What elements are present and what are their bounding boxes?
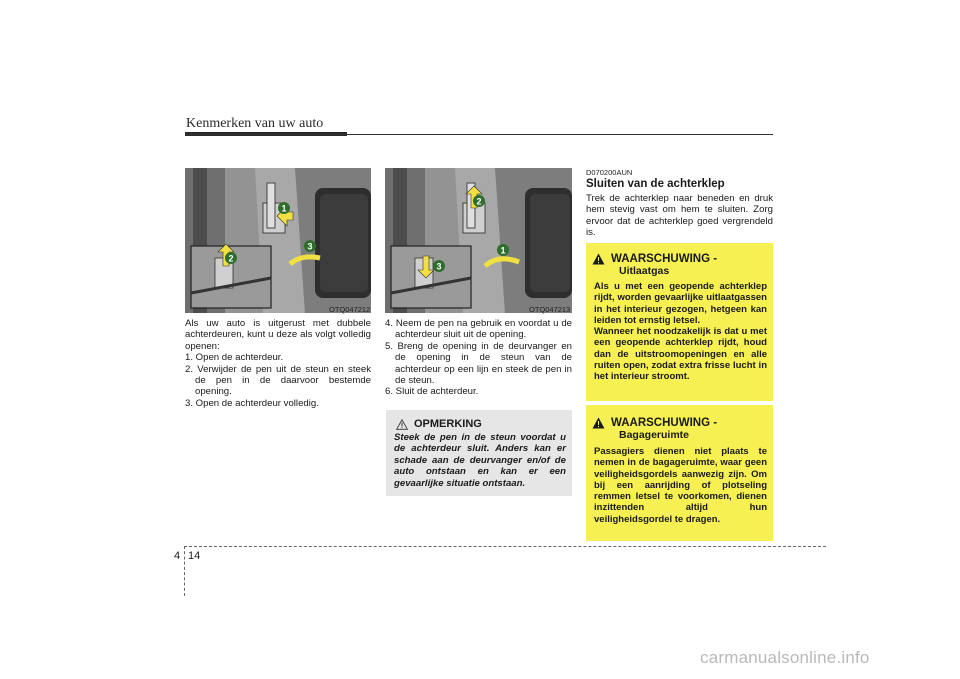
header-rule (185, 134, 773, 135)
svg-text:3: 3 (307, 241, 313, 252)
door-hinge-illustration-2 (385, 168, 572, 313)
section-code: D070200AUN (586, 168, 633, 177)
page-section-number: 4 (174, 550, 181, 562)
step-4: 4. Neem de pen na gebruik en voordat u de achterdeur sluit uit de opening. (385, 318, 572, 341)
page-number: 14 (188, 550, 201, 562)
warning-subtitle-1: Uitlaatgas (619, 265, 670, 277)
step-6: 6. Sluit de achterdeur. (385, 386, 479, 398)
warning-body-2 (594, 446, 767, 525)
warning-subtitle-2: Bagageruimte (619, 429, 690, 441)
svg-text:1: 1 (281, 203, 287, 214)
footer-vertical-dashed-rule (184, 546, 185, 596)
figure-code-1: OTQ047212 (329, 305, 371, 314)
section-intro: Trek de achterklep naar beneden en druk hem stevig vast om hem te sluiten. Zorg ervoor dat de achterklep goed vergrendeld is. (586, 193, 773, 239)
intro-paragraph: Als uw auto is uitgerust met dubbele achterdeuren, kunt u deze als volgt volledig openen: (185, 318, 371, 352)
warning-triangle-icon (592, 253, 605, 265)
warning-1-paragraph-2: Wanneer het noodzakelijk is dat u met een geopende achterklep rijdt, houd dan de uitstroomopeningen en alle ruiten open, zodat extra frisse lucht in het interieur stroomt. (594, 326, 767, 383)
left-column-text (185, 318, 371, 409)
step-2: 2. Verwijder de pen uit de steun en steek de pen in de daarvoor bestemde opening. (185, 363, 371, 398)
warning-2-paragraph-1: Passagiers dienen niet plaats te nemen in de bagageruimte, waar geen veiligheidsgordels aanwezig zijn. Om bij een aanrijding of plotseling remmen letsel te voorkomen, dienen inzittenden altijd hun veiligheidsgordel te dragen. (594, 446, 767, 525)
caution-triangle-icon (396, 419, 408, 430)
watermark: carmanualsonline.info (700, 648, 870, 667)
figure-door-hinge-2 (385, 168, 572, 313)
figure-door-hinge-1 (185, 168, 371, 313)
warning-box-luggage (586, 405, 773, 541)
figure-code-2: OTQ047213 (529, 305, 571, 314)
note-body: Steek de pen in de steun voordat u de achterdeur sluit. Anders kan er schade aan de deurvanger en/of de auto ontstaan en kan er een gevaarlijke situatie ontstaan. (394, 432, 566, 489)
warning-title-2: WAARSCHUWING - (611, 417, 718, 429)
warning-triangle-icon (592, 417, 605, 429)
note-title: OPMERKING (414, 418, 482, 430)
step-1: 1. Open de achterdeur. (185, 352, 284, 364)
svg-text:2: 2 (228, 253, 234, 264)
svg-text:2: 2 (476, 196, 482, 207)
page-header-title: Kenmerken van uw auto (186, 116, 324, 131)
step-5: 5. Breng de opening in de deurvanger en de opening in de steun van de achterdeur op een lijn en steek de pen in de steun. (385, 340, 572, 387)
footer-dashed-rule (184, 546, 826, 547)
note-box (386, 410, 572, 496)
middle-column-text (385, 318, 572, 398)
section-heading: Sluiten van de achterklep (586, 178, 725, 190)
svg-text:3: 3 (436, 261, 442, 272)
warning-title-1: WAARSCHUWING - (611, 253, 718, 265)
step-3: 3. Open de achterdeur volledig. (185, 397, 319, 409)
door-hinge-illustration-1 (185, 168, 371, 313)
svg-text:1: 1 (500, 245, 506, 256)
warning-1-paragraph-1: Als u met een geopende achterklep rijdt, worden gevaarlijke uitlaatgassen in het interieur gezogen, hetgeen kan leiden tot ernstig letsel. (594, 281, 767, 326)
warning-body-1 (594, 281, 767, 383)
warning-box-exhaust (586, 243, 773, 401)
